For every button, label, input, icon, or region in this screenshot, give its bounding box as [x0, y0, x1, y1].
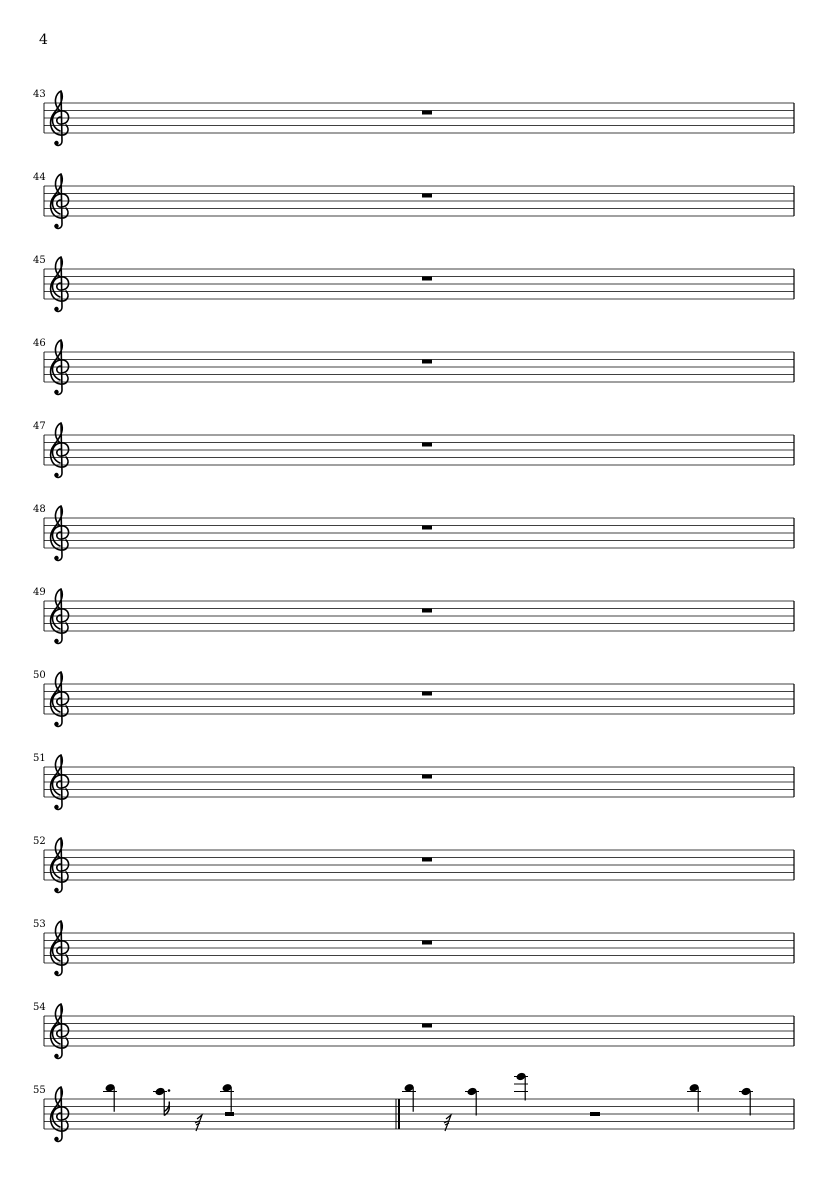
measure-number: 44: [33, 172, 46, 183]
staff: [0, 172, 835, 242]
half-rest: [590, 1112, 600, 1116]
whole-rest: [422, 1024, 432, 1028]
staff: [0, 255, 835, 325]
staff: [0, 670, 835, 740]
measure-number: 48: [33, 504, 46, 515]
staff-system-49: [0, 587, 835, 657]
measure-number: 45: [33, 255, 46, 266]
whole-rest: [422, 111, 432, 115]
whole-rest: [422, 360, 432, 364]
staff: [0, 753, 835, 823]
staff: [0, 504, 835, 574]
whole-rest: [422, 443, 432, 447]
whole-rest: [422, 692, 432, 696]
staff-system-48: [0, 504, 835, 574]
staff: [0, 338, 835, 408]
staff: [0, 919, 835, 989]
whole-rest: [422, 194, 432, 198]
staff-system-51: [0, 753, 835, 823]
measure-number: 54: [33, 1002, 46, 1013]
measure-number: 53: [33, 919, 46, 930]
staff-system-45: [0, 255, 835, 325]
measure-number: 50: [33, 670, 46, 681]
staff-system-46: [0, 338, 835, 408]
measure-number: 46: [33, 338, 46, 349]
half-rest: [225, 1112, 234, 1116]
staff: [0, 1085, 835, 1155]
staff: [0, 89, 835, 159]
staff: [0, 587, 835, 657]
staff-system-54: [0, 1002, 835, 1072]
sixteenth-rest: [444, 1115, 451, 1131]
measure-number: 55: [33, 1085, 46, 1096]
whole-rest: [422, 277, 432, 281]
whole-rest: [422, 609, 432, 613]
page-number: 4: [39, 32, 48, 48]
whole-rest: [422, 858, 432, 862]
staff-system-43: [0, 89, 835, 159]
staff-system-44: [0, 172, 835, 242]
staff-system-52: [0, 836, 835, 906]
measure-number: 52: [33, 836, 46, 847]
staff: [0, 421, 835, 491]
whole-rest: [422, 941, 432, 945]
whole-rest: [422, 526, 432, 530]
staff: [0, 1002, 835, 1072]
measure-number: 43: [33, 89, 46, 100]
measure-number: 49: [33, 587, 46, 598]
sixteenth-rest: [195, 1115, 202, 1131]
measure-number: 51: [33, 753, 46, 764]
whole-rest: [422, 775, 432, 779]
staff-system-50: [0, 670, 835, 740]
staff-system-47: [0, 421, 835, 491]
measure-number: 47: [33, 421, 46, 432]
augmentation-dot: [168, 1089, 171, 1092]
staff-system-55: [0, 1085, 835, 1155]
staff: [0, 836, 835, 906]
staff-system-53: [0, 919, 835, 989]
